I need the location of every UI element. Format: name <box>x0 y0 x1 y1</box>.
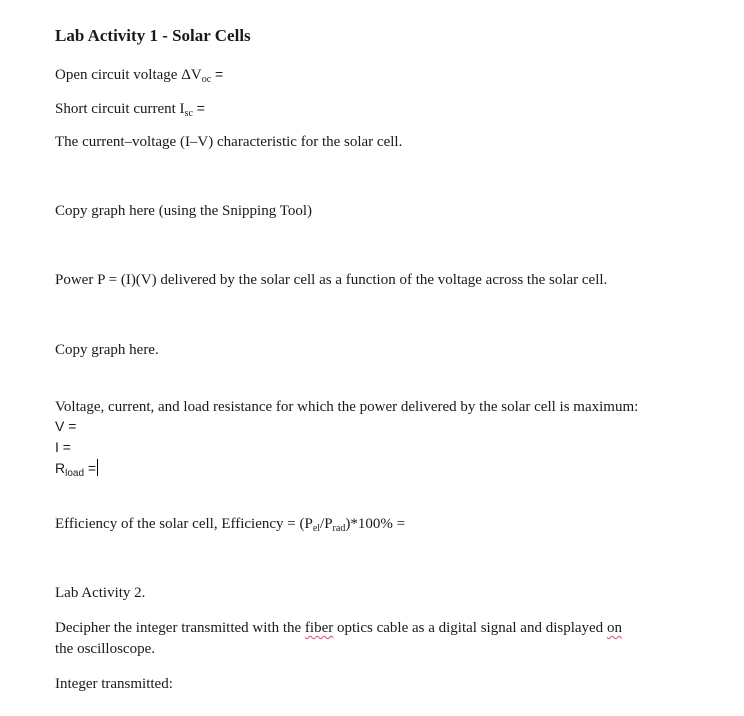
rload-label: R <box>55 460 66 476</box>
voc-label: Open circuit voltage ΔV <box>55 67 202 83</box>
rload-equals: = <box>84 460 97 476</box>
isc-subscript: sc <box>184 108 193 119</box>
text-cursor <box>97 459 98 476</box>
activity-2-title: Lab Activity 2. <box>55 585 146 601</box>
load-resistance-line[interactable] <box>55 458 98 479</box>
isc-label: Short circuit current I <box>55 101 185 117</box>
spellcheck-word-on[interactable]: on <box>606 620 622 636</box>
isc-equals: = <box>192 100 205 116</box>
decipher-text-line2: the oscilloscope. <box>55 641 155 657</box>
efficiency-suffix: )*100% = <box>345 516 406 532</box>
integer-transmitted-line: Integer transmitted: <box>55 676 173 692</box>
open-circuit-voltage-line <box>55 64 223 85</box>
efficiency-sub-el: el <box>312 523 321 534</box>
copy-graph-instruction-2: Copy graph here. <box>55 342 159 358</box>
iv-characteristic-text: The current–voltage (I–V) characteristic for the solar cell. <box>55 134 403 150</box>
efficiency-prefix: Efficiency of the solar cell, Efficiency = (P <box>55 516 313 532</box>
copy-graph-instruction-1: Copy graph here (using the Snipping Tool) <box>55 203 312 219</box>
short-circuit-current-line <box>55 98 205 119</box>
voc-equals: = <box>211 66 224 82</box>
page-title: Lab Activity 1 - Solar Cells <box>55 26 251 45</box>
decipher-text <box>55 618 622 638</box>
rload-subscript: load <box>65 468 85 479</box>
max-power-text: Voltage, current, and load resistance for which the power delivered by the solar cell is maximum: <box>55 399 639 415</box>
efficiency-sub-rad: rad <box>332 523 346 534</box>
efficiency-line <box>55 514 405 534</box>
voc-subscript: oc <box>201 74 212 85</box>
decipher-part1: Decipher the integer transmitted with the <box>55 620 305 636</box>
spellcheck-word-fiber[interactable]: fiber <box>304 620 334 636</box>
power-function-text: Power P = (I)(V) delivered by the solar cell as a function of the voltage across the solar cell. <box>55 272 608 288</box>
efficiency-mid: /P <box>320 516 333 532</box>
voltage-line: V = <box>55 418 77 434</box>
current-line: I = <box>55 439 71 455</box>
decipher-part2: optics cable as a digital signal and displayed <box>333 620 607 636</box>
